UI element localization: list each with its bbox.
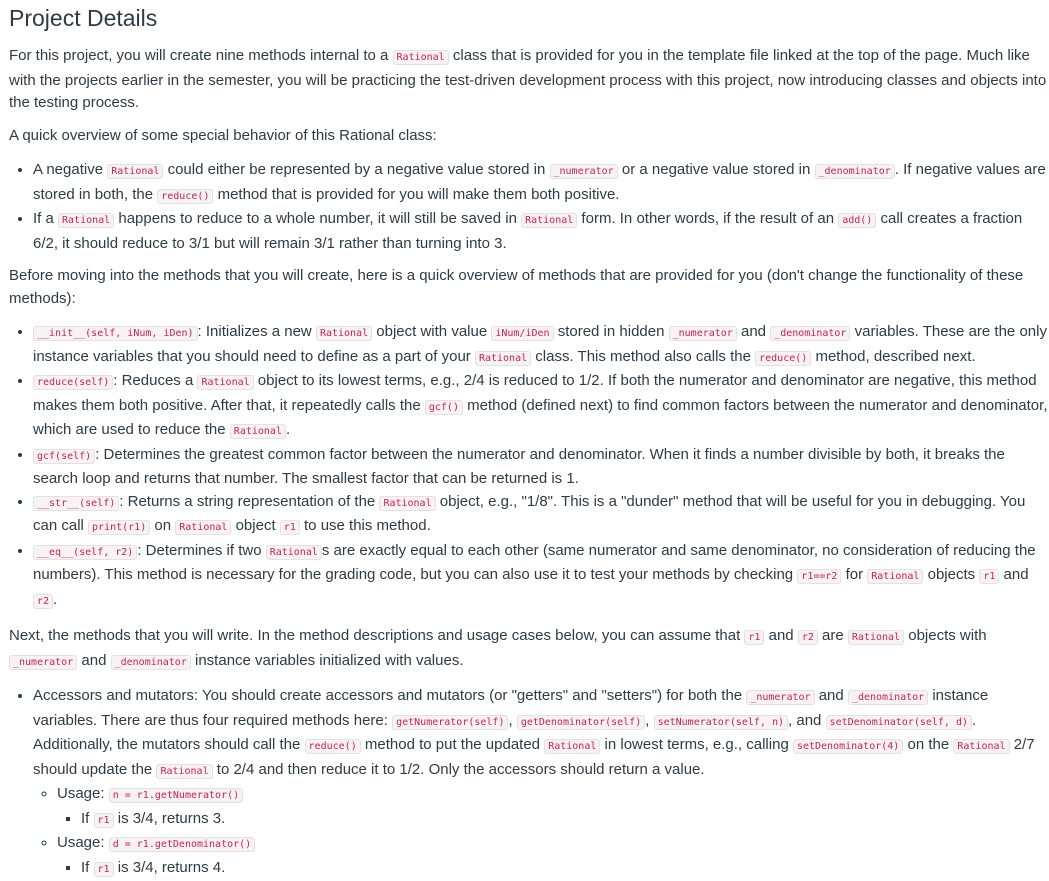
text: instance variables initialized with values. xyxy=(191,652,464,669)
text: object to its lowest terms, e.g., 2/4 is reduced to 1/2. If both the numerator and denominator are negative, this method makes them both positive. After that, it repeatedly calls the xyxy=(33,372,1037,414)
inline-code: print(r1) xyxy=(88,520,150,535)
inline-code: r1 xyxy=(280,520,300,535)
inline-code: _numerator xyxy=(550,164,618,179)
text: . xyxy=(53,591,57,608)
inline-code: r1 xyxy=(979,569,999,584)
text: for xyxy=(841,566,867,583)
text: method, described next. xyxy=(811,348,975,365)
next-paragraph xyxy=(9,625,1049,674)
inline-code: r1==r2 xyxy=(797,569,841,584)
methods-to-write-list xyxy=(9,685,1049,881)
inline-code: r1 xyxy=(744,630,764,645)
usage-item xyxy=(57,832,1049,881)
text: : Returns a string representation of the xyxy=(119,493,379,510)
inline-code: setDenominator(4) xyxy=(793,739,903,754)
list-item xyxy=(33,444,1049,491)
inline-code: __str__(self) xyxy=(33,496,119,511)
special-behavior-list xyxy=(9,159,1049,255)
inline-code: reduce() xyxy=(157,189,213,204)
inline-code: __eq__(self, r2) xyxy=(33,545,137,560)
text: method (defined next) to find common factors between the numerator and denominator, which are used to reduce the xyxy=(33,397,1048,439)
list-item-accessors-mutators xyxy=(33,685,1049,881)
text: : Reduces a xyxy=(113,372,197,389)
inline-code: Rational xyxy=(197,375,253,390)
inline-code: add() xyxy=(838,213,876,228)
inline-code: reduce() xyxy=(755,351,811,366)
usage-list xyxy=(33,783,1049,881)
inline-code: _denominator xyxy=(770,326,850,341)
text: is 3/4, returns 4. xyxy=(114,859,226,876)
inline-code: Rational xyxy=(848,630,904,645)
inline-code: d = r1.getDenominator() xyxy=(109,837,255,852)
usage-detail-list xyxy=(57,857,1049,881)
inline-code: Rational xyxy=(156,764,212,779)
text: and xyxy=(77,652,110,669)
text: . xyxy=(286,421,290,438)
inline-code: getDenominator(self) xyxy=(517,715,645,730)
text: 2/7 should update the xyxy=(33,736,1035,778)
inline-code: _denominator xyxy=(815,164,895,179)
text: class that is provided for you in the template file linked at the top of the page. Much like with the projects earlier in the semester, you will be practicing the test-driven development process with this project, now introducing classes and objects into the testing process. xyxy=(9,47,1046,111)
list-item xyxy=(33,491,1049,540)
text: objects with xyxy=(904,627,987,644)
list-item xyxy=(33,540,1049,614)
inline-code: Rational xyxy=(107,164,163,179)
page-content xyxy=(9,0,1049,881)
text: variables. These are the only instance variables that you should need to define as a part of your xyxy=(33,323,1047,365)
usage-detail xyxy=(81,808,1049,833)
text: method to put the updated xyxy=(361,736,544,753)
inline-code: r1 xyxy=(94,813,114,828)
intro-paragraph xyxy=(9,45,1049,115)
inline-code: r2 xyxy=(798,630,818,645)
text: call creates a fraction 6/2, it should reduce to 3/1 but will remain 3/1 rather than turning into 3. xyxy=(33,210,1022,252)
list-item xyxy=(33,159,1049,208)
text: For this project, you will create nine methods internal to a xyxy=(9,47,393,64)
text: class. This method also calls the xyxy=(531,348,755,365)
usage-label: Usage: xyxy=(57,834,109,851)
text: : Initializes a new xyxy=(198,323,316,340)
text: on xyxy=(150,517,175,534)
inline-code: Rational xyxy=(521,213,577,228)
inline-code: Rational xyxy=(953,739,1009,754)
text: object xyxy=(231,517,279,534)
inline-code: gcf(self) xyxy=(33,449,95,464)
text: A negative xyxy=(33,161,107,178)
inline-code: Rational xyxy=(316,326,372,341)
overview-lead: A quick overview of some special behavior of this Rational class: xyxy=(9,125,1049,148)
text: Accessors and mutators: You should create accessors and mutators (or "getters" and "setters") for both the xyxy=(33,687,746,704)
text: is 3/4, returns 3. xyxy=(114,810,226,827)
text: on the xyxy=(903,736,953,753)
text: , xyxy=(645,712,653,729)
text: : Determines the greatest common factor between the numerator and denominator. When it finds a number divisible by both, it breaks the search loop and returns that number. The smallest factor that can be returned is 1. xyxy=(33,446,1005,488)
inline-code: setNumerator(self, n) xyxy=(654,715,788,730)
usage-label: Usage: xyxy=(57,785,109,802)
text: in lowest terms, e.g., calling xyxy=(600,736,793,753)
inline-code: Rational xyxy=(379,496,435,511)
inline-code: Rational xyxy=(230,424,286,439)
text: objects xyxy=(923,566,979,583)
inline-code: Rational xyxy=(544,739,600,754)
text: object with value xyxy=(372,323,491,340)
text: stored in hidden xyxy=(554,323,669,340)
text: , and xyxy=(788,712,826,729)
inline-code: r2 xyxy=(33,594,53,609)
inline-code: Rational xyxy=(266,545,322,560)
inline-code: _numerator xyxy=(9,655,77,670)
inline-code: _numerator xyxy=(669,326,737,341)
text: object, e.g., "1/8". This is a "dunder" method that will be useful for you in debugging. You can call xyxy=(33,493,1025,535)
usage-detail-list xyxy=(57,808,1049,833)
inline-code: reduce(self) xyxy=(33,375,113,390)
text: or a negative value stored in xyxy=(618,161,815,178)
inline-code: Rational xyxy=(58,213,114,228)
text: form. In other words, if the result of an xyxy=(577,210,838,227)
text: If xyxy=(81,859,94,876)
page-title: Project Details xyxy=(9,0,1049,33)
provided-methods-list xyxy=(9,321,1049,613)
inline-code: n = r1.getNumerator() xyxy=(109,788,243,803)
inline-code: Rational xyxy=(475,351,531,366)
usage-item xyxy=(57,783,1049,832)
text: happens to reduce to a whole number, it will still be saved in xyxy=(114,210,521,227)
text: , xyxy=(508,712,516,729)
text: and xyxy=(764,627,797,644)
list-item xyxy=(33,208,1049,255)
text: and xyxy=(999,566,1028,583)
inline-code: __init__(self, iNum, iDen) xyxy=(33,326,198,341)
text: and xyxy=(737,323,770,340)
list-item xyxy=(33,321,1049,370)
text: to use this method. xyxy=(300,517,431,534)
usage-detail xyxy=(81,857,1049,881)
text: are xyxy=(818,627,848,644)
text: . If negative values are stored in both, the xyxy=(33,161,1046,203)
text: could either be represented by a negative value stored in xyxy=(163,161,549,178)
text: : Determines if two xyxy=(137,542,265,559)
inline-code: _numerator xyxy=(746,690,814,705)
inline-code: setDenominator(self, d) xyxy=(826,715,972,730)
inline-code: _denominator xyxy=(111,655,191,670)
inline-code: _denominator xyxy=(848,690,928,705)
inline-code: reduce() xyxy=(305,739,361,754)
text: If xyxy=(81,810,94,827)
list-item xyxy=(33,370,1049,444)
inline-code: iNum/iDen xyxy=(491,326,553,341)
inline-code: Rational xyxy=(867,569,923,584)
text: and xyxy=(815,687,848,704)
inline-code: gcf() xyxy=(425,400,463,415)
text: method that is provided for you will make them both positive. xyxy=(213,186,619,203)
inline-code: r1 xyxy=(94,862,114,877)
text: s are exactly equal to each other (same numerator and same denominator, no consideration of reducing the numbers). This method is necessary for the grading code, but you can also use it to test your methods by checking xyxy=(33,542,1036,584)
inline-code: Rational xyxy=(393,50,449,65)
inline-code: Rational xyxy=(175,520,231,535)
text: to 2/4 and then reduce it to 1/2. Only the accessors should return a value. xyxy=(213,761,705,778)
text: Next, the methods that you will write. In the method descriptions and usage cases below, you can assume that xyxy=(9,627,744,644)
inline-code: getNumerator(self) xyxy=(392,715,508,730)
provided-lead: Before moving into the methods that you will create, here is a quick overview of methods that are provided for you (don't change the functionality of these methods): xyxy=(9,265,1049,310)
text: . Additionally, the mutators should call the xyxy=(33,712,976,754)
text: instance variables. There are thus four required methods here: xyxy=(33,687,988,729)
text: If a xyxy=(33,210,58,227)
